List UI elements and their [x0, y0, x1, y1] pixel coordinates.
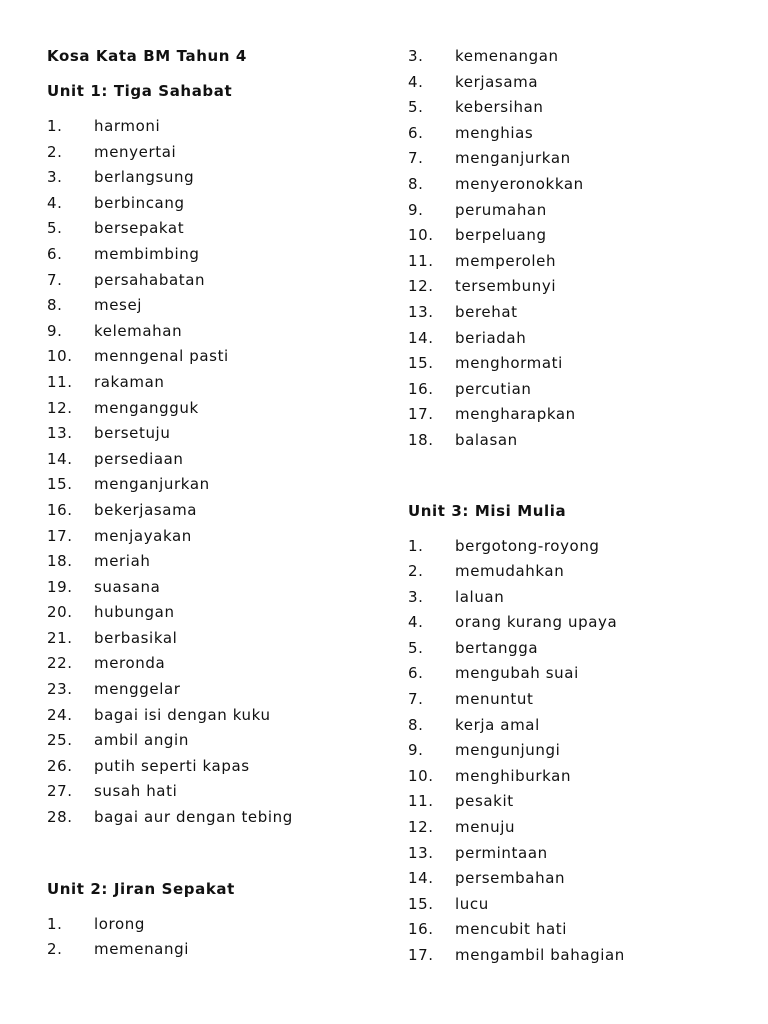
item-number: 8. — [408, 715, 424, 734]
item-number: 27. — [47, 782, 73, 801]
item-number: 7. — [47, 270, 63, 289]
unit-3-heading: Unit 3: Misi Mulia — [408, 501, 567, 520]
item-number: 19. — [47, 577, 73, 596]
vocab-item — [408, 610, 748, 636]
item-number: 21. — [47, 628, 73, 647]
vocab-item — [408, 738, 748, 764]
item-word: berlangsung — [94, 168, 195, 187]
vocab-item — [47, 268, 377, 294]
item-number: 13. — [408, 843, 434, 862]
item-word: mengharapkan — [455, 405, 576, 424]
item-number: 5. — [408, 638, 424, 657]
item-number: 14. — [408, 869, 434, 888]
item-word: menyeronokkan — [455, 174, 584, 193]
item-number: 14. — [47, 449, 73, 468]
item-word: lucu — [455, 894, 489, 913]
item-number: 11. — [408, 792, 434, 811]
item-number: 2. — [408, 562, 424, 581]
item-number: 1. — [47, 117, 63, 135]
vocab-item — [47, 216, 377, 242]
item-number: 12. — [47, 398, 73, 417]
item-number: 12. — [408, 277, 434, 296]
item-word: kerjasama — [455, 72, 539, 91]
vocab-item — [408, 44, 748, 70]
vocab-item — [47, 140, 377, 166]
item-number: 23. — [47, 680, 73, 699]
item-number: 16. — [47, 500, 73, 519]
item-word: menuju — [455, 818, 516, 837]
item-word: kebersihan — [455, 98, 544, 117]
item-number: 13. — [408, 302, 434, 321]
vocab-item — [408, 815, 748, 841]
unit-2-heading: Unit 2: Jiran Sepakat — [47, 879, 235, 898]
item-number: 18. — [408, 430, 434, 449]
vocab-item — [47, 472, 377, 498]
vocab-item — [47, 319, 377, 345]
vocab-item — [408, 917, 748, 943]
vocab-item — [408, 713, 748, 739]
vocab-item — [408, 764, 748, 790]
item-number: 9. — [408, 741, 424, 760]
item-number: 24. — [47, 705, 73, 724]
item-number: 25. — [47, 731, 73, 750]
item-word: berbasikal — [94, 628, 178, 647]
item-number: 2. — [47, 142, 63, 161]
item-word: rakaman — [94, 372, 165, 391]
vocab-item — [47, 421, 377, 447]
item-word: lorong — [94, 914, 145, 933]
item-word: kemenangan — [455, 47, 559, 65]
item-word: bagai aur dengan tebing — [94, 808, 293, 827]
item-number: 10. — [408, 766, 434, 785]
item-word: pesakit — [455, 792, 514, 811]
item-word: susah hati — [94, 782, 178, 801]
vocab-item — [408, 300, 748, 326]
item-word: mengubah suai — [455, 664, 579, 683]
item-word: bersepakat — [94, 219, 185, 238]
vocab-item — [47, 165, 377, 191]
vocab-item — [47, 575, 377, 601]
item-number: 28. — [47, 808, 73, 827]
vocab-item — [47, 728, 377, 754]
item-word: laluan — [455, 587, 505, 606]
item-word: persembahan — [455, 869, 566, 888]
vocab-item — [408, 789, 748, 815]
item-word: hubungan — [94, 603, 175, 622]
item-word: bekerjasama — [94, 500, 198, 519]
item-word: persediaan — [94, 449, 184, 468]
vocab-item — [408, 687, 748, 713]
item-number: 14. — [408, 328, 434, 347]
item-number: 8. — [47, 296, 63, 315]
item-word: menyertai — [94, 142, 177, 161]
item-number: 15. — [408, 354, 434, 373]
vocab-item — [47, 498, 377, 524]
vocab-item — [47, 447, 377, 473]
vocab-item — [408, 534, 748, 560]
item-word: ambil angin — [94, 731, 189, 750]
vocab-item — [408, 892, 748, 918]
item-number: 9. — [47, 321, 63, 340]
item-number: 17. — [47, 526, 73, 545]
vocab-item — [47, 626, 377, 652]
item-number: 4. — [408, 72, 424, 91]
vocab-item — [408, 661, 748, 687]
item-word: mencubit hati — [455, 920, 567, 939]
item-word: mengunjungi — [455, 741, 561, 760]
vocab-item — [408, 351, 748, 377]
item-number: 12. — [408, 818, 434, 837]
item-word: menganjurkan — [455, 149, 571, 168]
item-word: meronda — [94, 654, 166, 673]
item-word: persahabatan — [94, 270, 206, 289]
item-word: menggelar — [94, 680, 181, 699]
item-number: 16. — [408, 379, 434, 398]
item-number: 2. — [47, 940, 63, 959]
vocab-item — [47, 703, 377, 729]
unit-2-word-list-continued — [408, 44, 748, 454]
item-word: memudahkan — [455, 562, 565, 581]
item-number: 3. — [408, 587, 424, 606]
vocab-item — [47, 344, 377, 370]
item-number: 10. — [47, 347, 73, 366]
item-number: 4. — [408, 613, 424, 632]
vocab-item — [408, 198, 748, 224]
item-word: berpeluang — [455, 226, 547, 245]
item-number: 6. — [408, 664, 424, 683]
vocab-item — [408, 249, 748, 275]
item-word: suasana — [94, 577, 161, 596]
item-number: 5. — [47, 219, 63, 238]
document-title: Kosa Kata BM Tahun 4 — [47, 47, 247, 65]
item-number: 10. — [408, 226, 434, 245]
item-word: beriadah — [455, 328, 527, 347]
vocab-item — [47, 293, 377, 319]
item-number: 20. — [47, 603, 73, 622]
item-number: 1. — [47, 914, 63, 933]
vocab-item — [47, 396, 377, 422]
item-number: 13. — [47, 424, 73, 443]
vocab-item — [408, 70, 748, 96]
item-word: mesej — [94, 296, 143, 315]
item-word: membimbing — [94, 244, 200, 263]
vocab-item — [408, 377, 748, 403]
item-number: 17. — [408, 405, 434, 424]
item-word: mengambil bahagian — [455, 946, 625, 964]
vocab-item — [408, 223, 748, 249]
vocab-item — [408, 428, 748, 454]
item-word: perumahan — [455, 200, 547, 219]
vocab-item — [408, 326, 748, 352]
vocab-item — [47, 754, 377, 780]
item-number: 7. — [408, 690, 424, 709]
item-number: 4. — [47, 193, 63, 212]
vocab-item — [408, 95, 748, 121]
item-word: berbincang — [94, 193, 185, 212]
item-number: 6. — [47, 244, 63, 263]
item-number: 22. — [47, 654, 73, 673]
item-word: harmoni — [94, 117, 161, 135]
item-number: 8. — [408, 174, 424, 193]
vocab-item — [47, 779, 377, 805]
vocab-item — [47, 805, 377, 831]
vocab-item — [408, 559, 748, 585]
item-number: 15. — [47, 475, 73, 494]
vocab-item — [47, 191, 377, 217]
vocab-item — [47, 937, 377, 963]
vocab-item — [408, 636, 748, 662]
vocab-item — [408, 172, 748, 198]
item-word: bersetuju — [94, 424, 171, 443]
item-word: menganjurkan — [94, 475, 210, 494]
vocab-item — [408, 274, 748, 300]
item-number: 11. — [47, 372, 73, 391]
vocab-item — [408, 866, 748, 892]
item-number: 3. — [408, 47, 424, 65]
unit-1-word-list — [47, 114, 377, 831]
vocab-item — [47, 651, 377, 677]
item-word: kerja amal — [455, 715, 540, 734]
item-word: percutian — [455, 379, 532, 398]
item-number: 15. — [408, 894, 434, 913]
vocab-item — [47, 677, 377, 703]
item-word: menghormati — [455, 354, 563, 373]
unit-2-word-list — [47, 912, 377, 963]
item-number: 26. — [47, 756, 73, 775]
item-word: menghias — [455, 123, 534, 142]
item-number: 1. — [408, 536, 424, 555]
item-number: 5. — [408, 98, 424, 117]
item-word: menuntut — [455, 690, 534, 709]
unit-3-word-list — [408, 534, 748, 969]
vocab-item — [47, 600, 377, 626]
vocab-item — [47, 549, 377, 575]
item-word: tersembunyi — [455, 277, 557, 296]
vocab-item — [47, 912, 377, 938]
unit-1-heading: Unit 1: Tiga Sahabat — [47, 82, 233, 100]
item-word: berehat — [455, 302, 518, 321]
vocab-item — [47, 242, 377, 268]
item-word: bagai isi dengan kuku — [94, 705, 271, 724]
item-word: meriah — [94, 552, 151, 571]
item-word: mengangguk — [94, 398, 199, 417]
vocab-item — [47, 114, 377, 140]
item-word: memenangi — [94, 940, 189, 959]
vocab-item — [408, 121, 748, 147]
item-number: 6. — [408, 123, 424, 142]
item-word: orang kurang upaya — [455, 613, 618, 632]
item-word: menngenal pasti — [94, 347, 229, 366]
item-word: menjayakan — [94, 526, 192, 545]
right-column — [408, 44, 748, 969]
vocab-item — [408, 585, 748, 611]
item-word: permintaan — [455, 843, 548, 862]
item-number: 11. — [408, 251, 434, 270]
item-number: 18. — [47, 552, 73, 571]
vocab-item — [408, 943, 748, 969]
item-word: bertangga — [455, 638, 539, 657]
left-column — [47, 44, 377, 963]
vocab-item — [408, 146, 748, 172]
item-number: 3. — [47, 168, 63, 187]
item-number: 7. — [408, 149, 424, 168]
item-word: kelemahan — [94, 321, 183, 340]
item-number: 9. — [408, 200, 424, 219]
item-word: putih seperti kapas — [94, 756, 250, 775]
item-word: memperoleh — [455, 251, 557, 270]
item-number: 16. — [408, 920, 434, 939]
vocab-item — [408, 402, 748, 428]
item-word: menghiburkan — [455, 766, 572, 785]
item-word: bergotong-royong — [455, 536, 600, 555]
item-number: 17. — [408, 946, 434, 964]
vocab-item — [47, 370, 377, 396]
item-word: balasan — [455, 430, 518, 449]
vocab-item — [408, 841, 748, 867]
vocab-item — [47, 524, 377, 550]
